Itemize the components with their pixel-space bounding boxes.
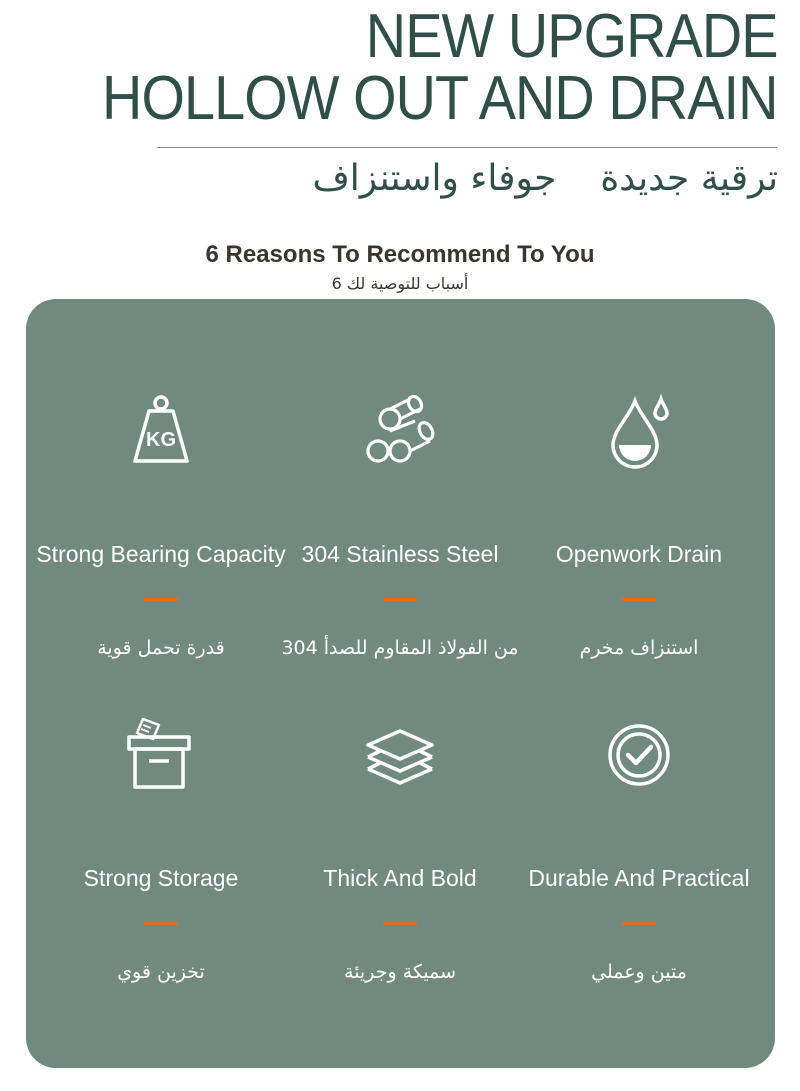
feature-title: Strong Storage [83,865,239,891]
headline-line-1: NEW UPGRADE [366,2,778,71]
accent-dash [383,922,417,925]
feature-arabic: متين وعملي [591,961,687,983]
layers-icon [360,715,440,795]
feature-title: Thick And Bold [323,865,477,891]
feature-durable-practical [504,715,774,983]
headline-line-2: HOLLOW OUT AND DRAIN [102,64,778,133]
divider [157,147,777,148]
feature-strong-storage [26,715,296,983]
arabic-subheading-part-2: جوفاء واستنزاف [312,158,557,199]
features-panel [26,299,775,1068]
svg-text:KG: KG [146,429,176,451]
water-drop-icon [599,391,679,471]
accent-dash [144,922,178,925]
feature-openwork-drain [504,391,774,659]
feature-title: Strong Bearing Capacity [36,541,286,567]
accent-dash [144,598,178,601]
feature-arabic: استنزاف مخرم [579,637,699,659]
steel-pipes-icon [360,391,440,471]
check-badge-icon [599,715,679,795]
feature-arabic: من الفولاذ المقاوم للصدأ 304 [281,637,519,659]
arabic-subheading [268,158,778,199]
feature-title: 304 Stainless Steel [301,541,499,567]
storage-box-icon [121,715,201,795]
arabic-subheading-part-1: ترقية جديدة [600,158,778,199]
feature-thick-and-bold [265,715,535,983]
reasons-title: 6 Reasons To Recommend To You [205,241,595,268]
feature-title: Openwork Drain [555,541,723,567]
accent-dash [622,598,656,601]
accent-dash [383,598,417,601]
feature-title: Durable And Practical [528,865,750,891]
accent-dash [622,922,656,925]
reasons-arabic: أسباب للتوصية لك 6 [331,274,469,293]
feature-arabic: تخزين قوي [117,961,205,983]
feature-bearing-capacity [26,391,296,659]
feature-stainless-steel [265,391,535,659]
kg-weight-icon [121,391,201,471]
feature-arabic: سميكة وجريئة [344,961,456,983]
feature-arabic: قدرة تحمل قوية [97,637,225,659]
headline [102,2,778,133]
